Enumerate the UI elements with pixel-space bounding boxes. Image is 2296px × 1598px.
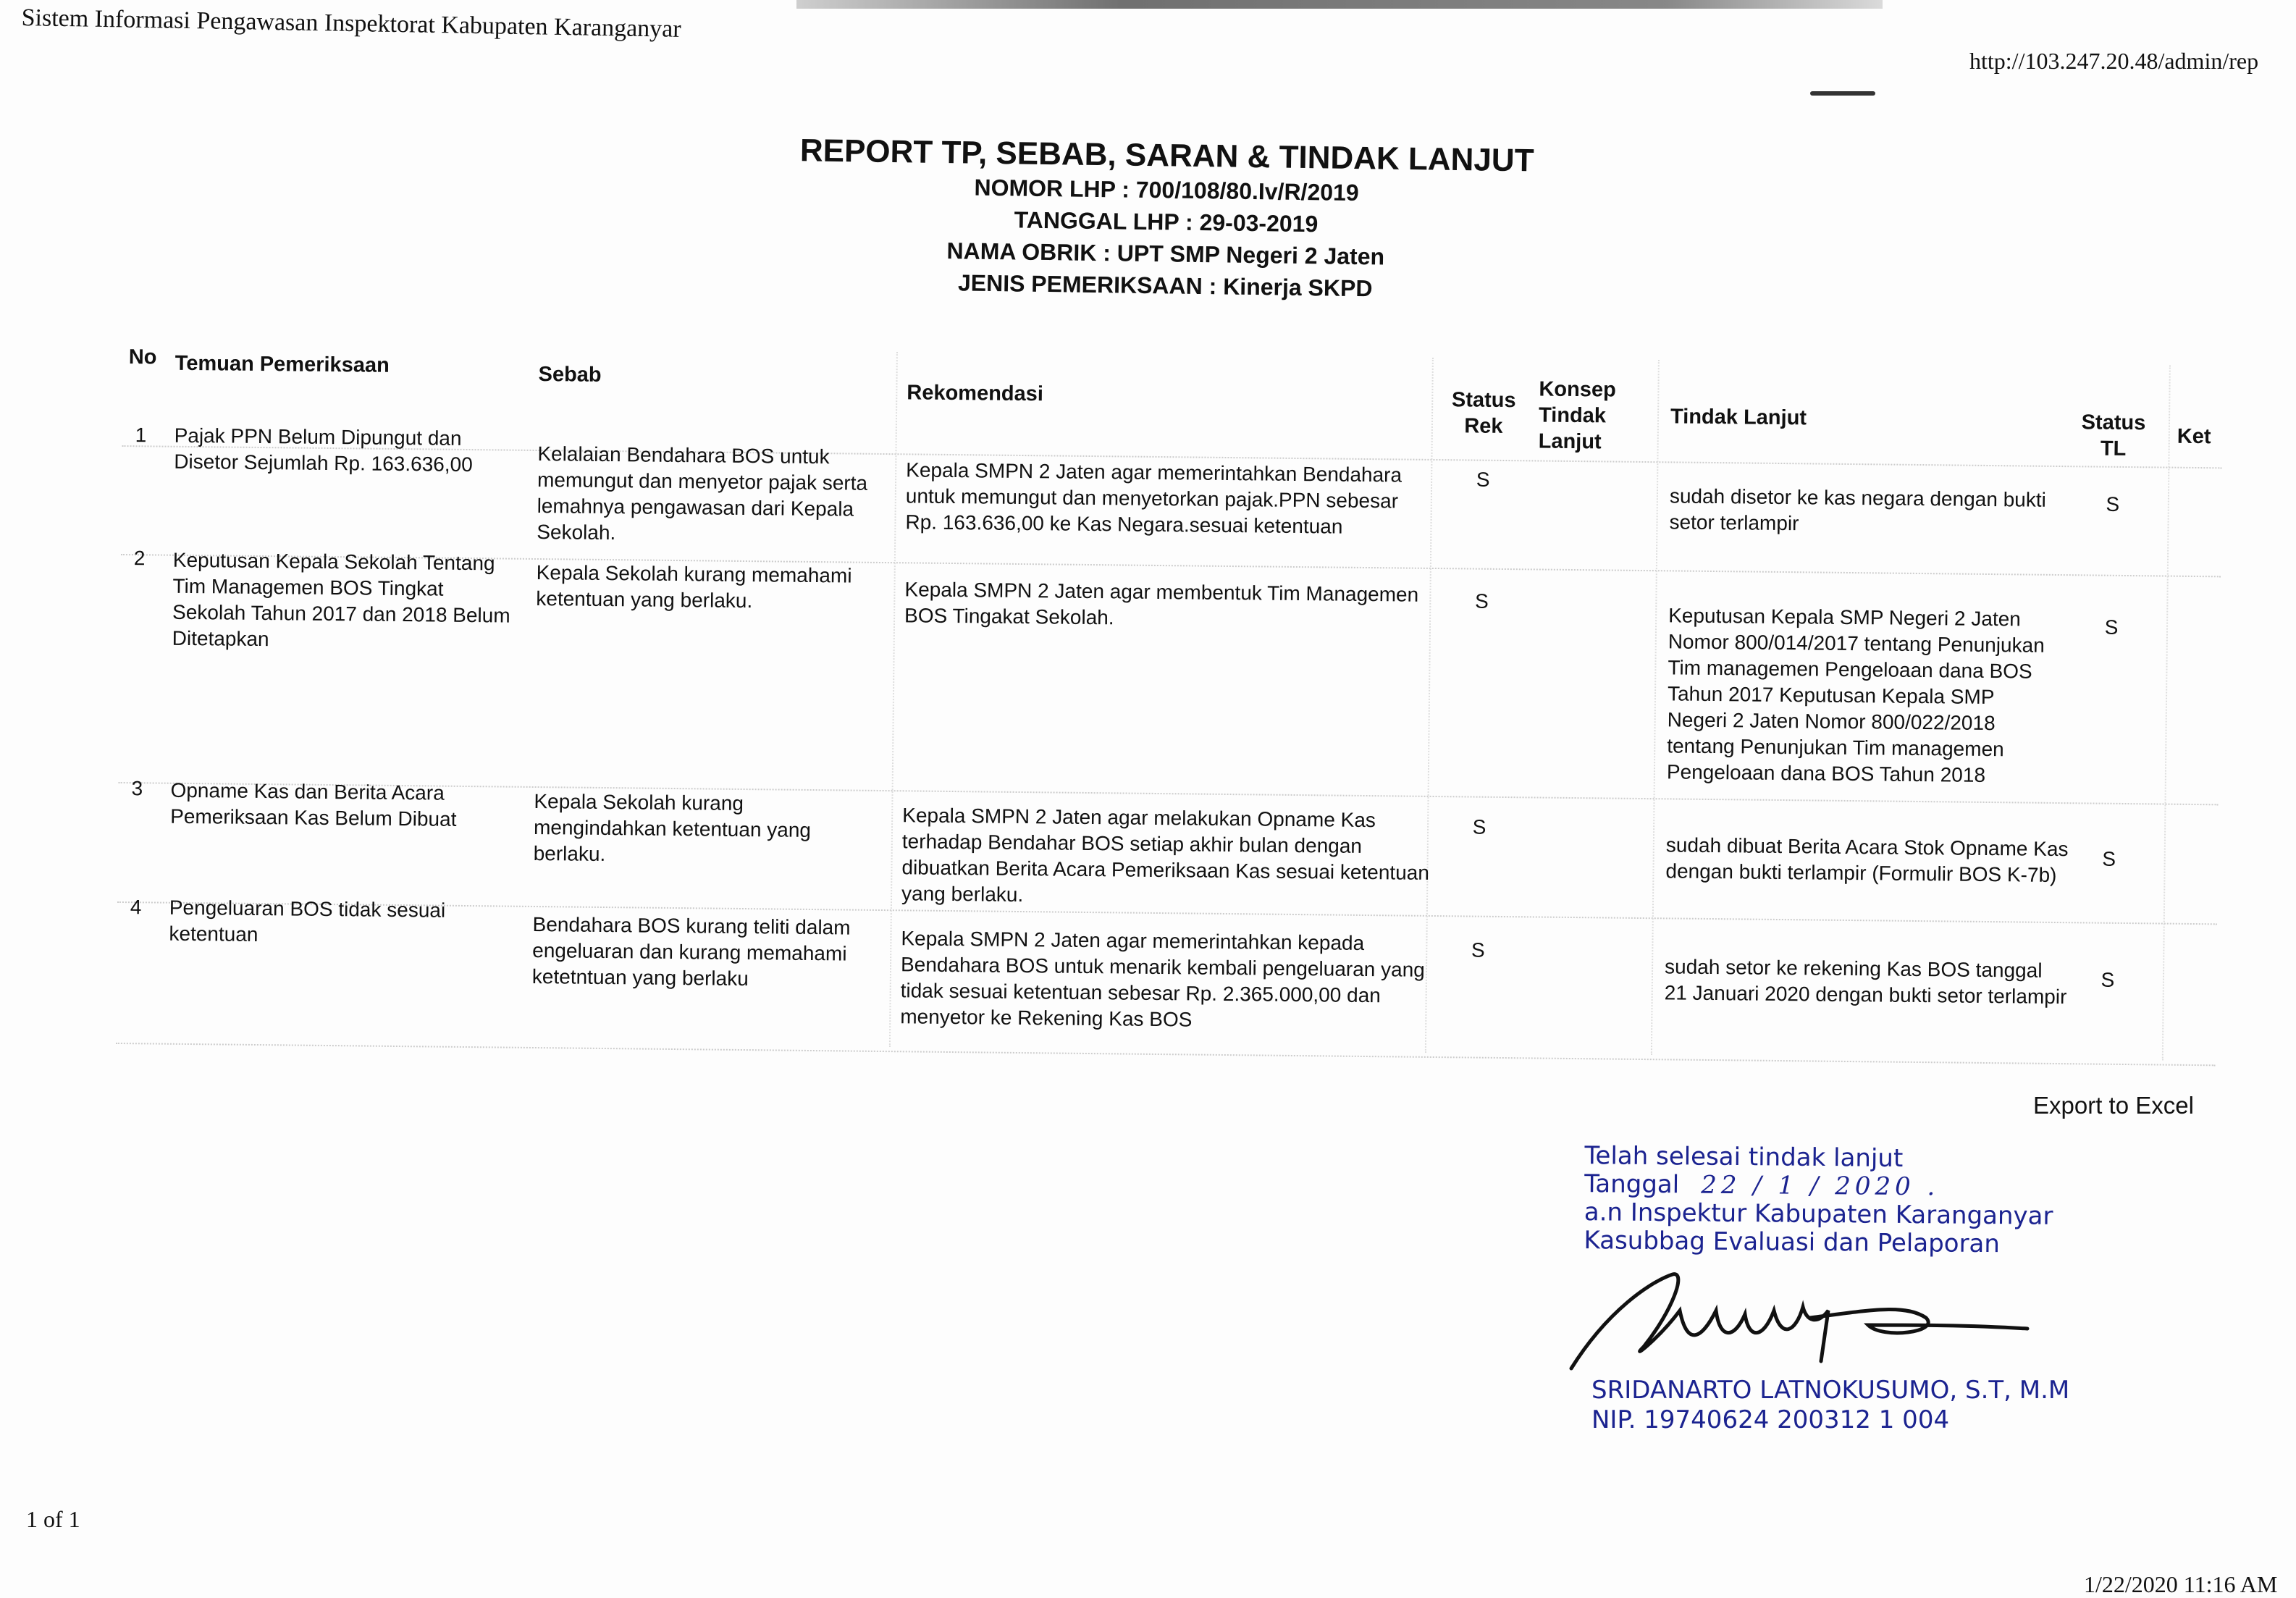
- stamp-line-1: Telah selesai tindak lanjut: [1584, 1141, 1904, 1174]
- col-header-konsep: Konsep Tindak Lanjut: [1538, 377, 1616, 454]
- cell-no: 1: [135, 424, 147, 447]
- cell-sebab: Kelalaian Bendahara BOS untuk memungut dan menyetor pajak serta lemahnya pengawasan dari Kepala Sekolah.: [537, 442, 868, 544]
- jenis-pemeriksaan: JENIS PEMERIKSAAN : Kinerja SKPD: [957, 269, 1373, 302]
- cell-status-tl: S: [2101, 968, 2115, 991]
- cell-status-rek: S: [1476, 468, 1490, 491]
- stamp-date-label: Tanggal: [1584, 1169, 1680, 1200]
- cell-sebab: Kepala Sekolah kurang mengindahkan ketentuan yang berlaku.: [533, 789, 812, 866]
- cell-no: 3: [131, 777, 143, 800]
- col-header-ket: Ket: [2177, 424, 2211, 449]
- col-header-tindak-lanjut: Tindak Lanjut: [1670, 405, 1807, 430]
- cell-temuan: Opname Kas dan Berita Acara Pemeriksaan Kas Belum Dibuat: [170, 778, 457, 830]
- col-header-rekomendasi: Rekomendasi: [907, 381, 1044, 406]
- cell-temuan: Pengeluaran BOS tidak sesuai ketentuan: [169, 896, 446, 946]
- page-url: http://103.247.20.48/admin/rep: [1969, 48, 2259, 74]
- cell-tindak-lanjut: sudah dibuat Berita Acara Stok Opname Kas dengan bukti terlampir (Formulir BOS K-7b): [1665, 833, 2069, 887]
- report-table: [123, 344, 2223, 1031]
- col-header-status-tl: Status TL: [2081, 411, 2146, 461]
- signatory: [1591, 1376, 2069, 1435]
- signature: [1564, 1267, 2042, 1376]
- cell-rekomendasi: Kepala SMPN 2 Jaten agar melakukan Opname Kas terhadap Bendahar BOS setiap akhir bulan dengan dibuatkan Berita Acara Pemeriksaan Kas sesuai ketentuan yang berlaku.: [901, 804, 1430, 907]
- cell-status-tl: S: [2104, 615, 2119, 639]
- signatory-name: SRIDANARTO LATNOKUSUMO, S.T, M.M: [1591, 1376, 2070, 1405]
- cell-rekomendasi: Kepala SMPN 2 Jaten agar membentuk Tim Managemen BOS Tingakat Sekolah.: [904, 578, 1419, 629]
- cell-tindak-lanjut: sudah setor ke rekening Kas BOS tanggal 21 Januari 2020 dengan bukti setor terlampir: [1664, 955, 2067, 1009]
- nama-obrik: NAMA OBRIK : UPT SMP Negeri 2 Jaten: [946, 237, 1385, 270]
- cell-tindak-lanjut: Keputusan Kepala SMP Negeri 2 Jaten Nomor 800/014/2017 tentang Penunjukan Tim managemen Pengeloaan dana BOS Tahun 2017 Keputusan Kepala SMP Negeri 2 Jaten Nomor 800/022/2018 tentang Penunjukan Tim managemen Pengeloaan dana BOS Tahun 2018: [1666, 604, 2045, 786]
- cell-no: 4: [130, 896, 142, 919]
- col-header-no: No: [128, 345, 157, 369]
- cell-rekomendasi: Kepala SMPN 2 Jaten agar memerintahkan kepada Bendahara BOS untuk menarik kembali pengeluaran yang tidak sesuai ketentuan sebesar Rp. 2.365.000,00 dan menyetor ke Rekening Kas BOS: [900, 927, 1426, 1031]
- cell-temuan: Keputusan Kepala Sekolah Tentang Tim Managemen BOS Tingkat Sekolah Tahun 2017 dan 2018 Belum Ditetapkan: [172, 548, 510, 651]
- row-divider: [116, 1043, 2216, 1066]
- report-title: REPORT TP, SEBAB, SARAN & TINDAK LANJUT: [799, 133, 1534, 179]
- stamp-date-handwritten: 22 / 1 / 2020 .: [1700, 1170, 1940, 1202]
- cell-status-tl: S: [2106, 492, 2120, 516]
- cell-status-tl: S: [2102, 847, 2116, 870]
- cell-sebab: Kepala Sekolah kurang memahami ketentuan yang berlaku.: [536, 560, 852, 613]
- report-header: [0, 122, 2296, 317]
- scan-edge-shadow: [796, 0, 1883, 9]
- stamp-line-3: a.n Inspektur Kabupaten Karanganyar: [1584, 1198, 2053, 1231]
- scan-mark: [1810, 91, 1875, 96]
- cell-status-rek: S: [1472, 815, 1486, 838]
- col-header-sebab: Sebab: [538, 363, 602, 387]
- col-divider: [2162, 366, 2171, 1061]
- cell-temuan: Pajak PPN Belum Dipungut dan Disetor Sejumlah Rp. 163.636,00: [174, 424, 473, 476]
- col-divider: [1651, 360, 1660, 1055]
- export-to-excel-link[interactable]: Export to Excel: [2033, 1092, 2194, 1119]
- col-header-temuan: Temuan Pemeriksaan: [174, 351, 390, 377]
- signatory-nip: NIP. 19740624 200312 1 004: [1591, 1405, 1950, 1434]
- cell-no: 2: [133, 547, 146, 570]
- col-header-status-rek: Status Rek: [1451, 388, 1516, 438]
- cell-rekomendasi: Kepala SMPN 2 Jaten agar memerintahkan Bendahara untuk memungut dan menyetorkan pajak.PPN sebesar Rp. 163.636,00 ke Kas Negara.sesuai ketentuan: [905, 458, 1403, 538]
- cell-status-rek: S: [1474, 589, 1489, 613]
- cell-tindak-lanjut: sudah disetor ke kas negara dengan bukti setor terlampir: [1669, 484, 2046, 535]
- cell-status-rek: S: [1471, 938, 1485, 962]
- system-name: Sistem Informasi Pengawasan Inspektorat Kabupaten Karanganyar: [21, 4, 681, 43]
- cell-sebab: Bendahara BOS kurang teliti dalam engeluaran dan kurang memahami ketetntuan yang berlaku: [531, 912, 851, 991]
- completion-stamp: [1584, 1142, 2053, 1259]
- tanggal-lhp: TANGGAL LHP : 29-03-2019: [1014, 206, 1319, 237]
- page-number: 1 of 1: [26, 1506, 80, 1532]
- print-datetime: 1/22/2020 11:16 AM: [2084, 1571, 2278, 1597]
- nomor-lhp: NOMOR LHP : 700/108/80.Iv/R/2019: [974, 174, 1359, 206]
- stamp-line-4: Kasubbag Evaluasi dan Pelaporan: [1584, 1226, 2001, 1259]
